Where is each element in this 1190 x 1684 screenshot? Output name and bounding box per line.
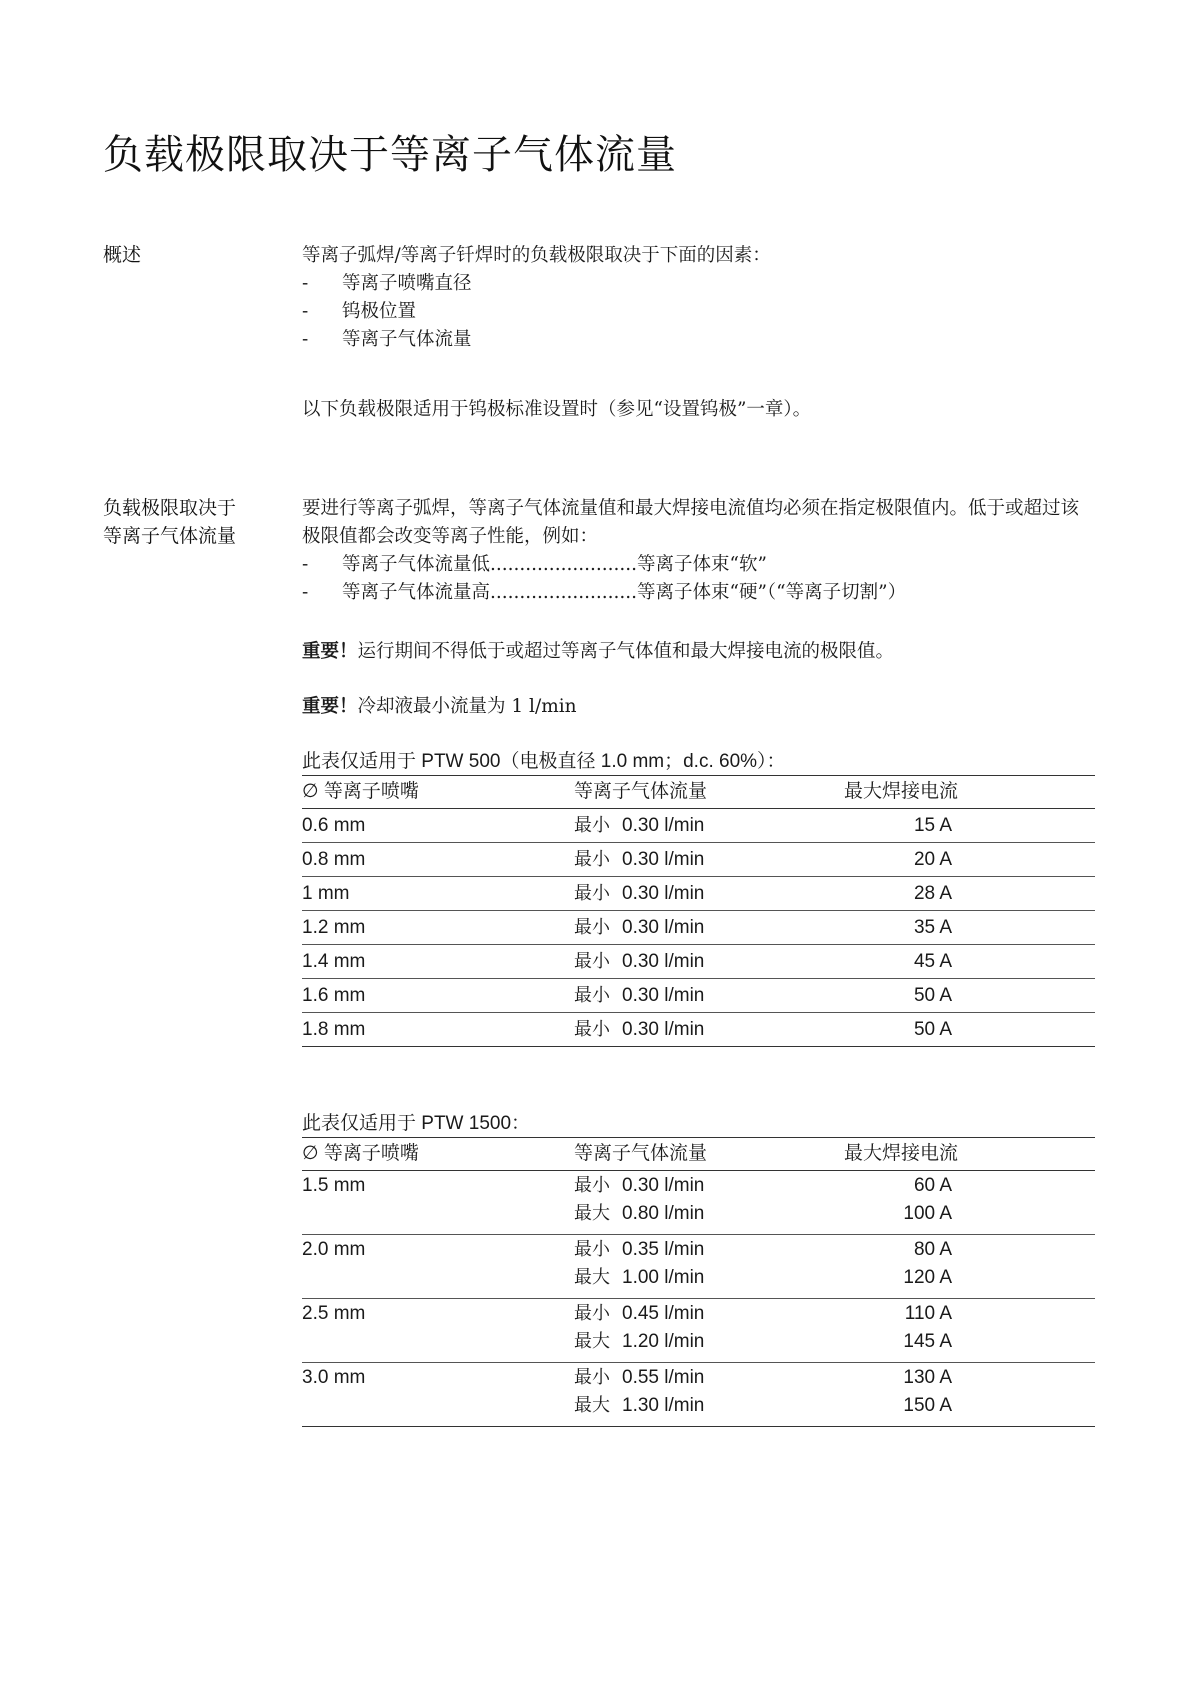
nozzle-cell: 2.5 mm — [302, 1303, 366, 1324]
flow-value: 1.30 l/min — [622, 1395, 705, 1416]
flow-label: 最小 — [574, 1303, 610, 1324]
flow-line — [574, 1172, 832, 1200]
list-item — [302, 579, 1092, 607]
flow-value: 0.55 l/min — [622, 1367, 705, 1388]
dash: - — [302, 554, 309, 575]
overview-label: 概述 — [103, 245, 142, 266]
flow-cell — [574, 843, 832, 877]
flow-label: 最大 — [574, 1395, 610, 1416]
column-header: 等离子气体流量 — [574, 781, 708, 802]
nozzle-cell: 2.0 mm — [302, 1239, 366, 1260]
current-cell: 50 A — [913, 985, 952, 1006]
current-value: 150 A — [903, 1395, 952, 1416]
flow-label: 最小 — [574, 849, 610, 870]
table1-caption: 此表仅适用于 PTW 500（电极直径 1.0 mm；d.c. 60%）： — [302, 751, 786, 772]
overview-note: 以下负载极限适用于钨极标准设置时（参见“设置钨极”一章）。 — [302, 399, 812, 420]
nozzle-cell: 1 mm — [302, 883, 350, 904]
flow-label: 最大 — [574, 1203, 610, 1224]
flow-line — [574, 1300, 832, 1328]
nozzle-cell: 1.2 mm — [302, 917, 366, 938]
table-row — [302, 1235, 1095, 1299]
section2-label-line1: 负载极限取决于 — [103, 498, 237, 519]
flow-line — [574, 1236, 832, 1264]
current-value: 120 A — [903, 1267, 952, 1288]
list-item — [302, 270, 1092, 298]
flow-line — [574, 1328, 832, 1356]
current-cell — [832, 1235, 1095, 1299]
section2-body — [302, 495, 1092, 607]
important-text: 运行期间不得低于或超过等离子气体值和最大焊接电流的极限值。 — [357, 641, 895, 662]
current-cell — [832, 1171, 1095, 1235]
list-item — [302, 298, 1092, 326]
flow-line — [574, 1264, 832, 1292]
current-value: 110 A — [904, 1303, 952, 1324]
list-item-text: 等离子气体流量 — [342, 329, 472, 350]
flow-cell — [574, 1363, 832, 1427]
current-value: 100 A — [903, 1203, 952, 1224]
flow-value: 0.30 l/min — [622, 1175, 705, 1196]
flow-label: 最小 — [574, 917, 610, 938]
list-item — [302, 551, 1092, 579]
nozzle-cell: 1.8 mm — [302, 1019, 366, 1040]
column-header: ∅ 等离子喷嘴 — [302, 1143, 419, 1164]
table2 — [302, 1137, 1095, 1427]
flow-label: 最小 — [574, 985, 610, 1006]
current-value: 60 A — [913, 1175, 952, 1196]
list-item-text: 等离子喷嘴直径 — [342, 273, 472, 294]
nozzle-cell: 3.0 mm — [302, 1367, 366, 1388]
table-row — [302, 1171, 1095, 1235]
current-value: 145 A — [903, 1331, 952, 1352]
flow-value: 0.80 l/min — [622, 1203, 705, 1224]
flow-cell — [574, 877, 832, 911]
flow-cell — [574, 1235, 832, 1299]
flow-value: 0.30 l/min — [622, 951, 705, 972]
table-row — [302, 877, 1095, 911]
important-label: 重要！ — [302, 695, 358, 716]
table-row — [302, 979, 1095, 1013]
flow-cell — [574, 979, 832, 1013]
list-item-text: 等离子气体流量高.........................等离子体束“硬”（“等离子切割”） — [342, 582, 907, 603]
flow-label: 最小 — [574, 1019, 610, 1040]
important-note-1 — [302, 637, 1092, 666]
current-cell — [832, 1299, 1095, 1363]
section2-paragraph: 要进行等离子弧焊，等离子气体流量值和最大焊接电流值均必须在指定极限值内。低于或超过该极限值都会改变等离子性能，例如： — [302, 498, 1080, 547]
flow-label: 最小 — [574, 815, 610, 836]
overview-intro: 等离子弧焊/等离子钎焊时的负载极限取决于下面的因素： — [302, 245, 771, 266]
current-cell: 50 A — [913, 1019, 952, 1040]
list-item — [302, 326, 1092, 354]
flow-label: 最小 — [574, 883, 610, 904]
table-row — [302, 809, 1095, 843]
flow-cell — [574, 1171, 832, 1235]
flow-cell — [574, 1013, 832, 1047]
current-cell: 20 A — [913, 849, 952, 870]
flow-value: 0.30 l/min — [622, 985, 705, 1006]
flow-value: 0.30 l/min — [622, 1019, 705, 1040]
flow-label: 最小 — [574, 951, 610, 972]
flow-value: 1.20 l/min — [622, 1331, 705, 1352]
list-item-text: 钨极位置 — [342, 301, 417, 322]
table-row — [302, 945, 1095, 979]
table-header-row — [302, 1138, 1095, 1171]
important-note-2 — [302, 692, 1092, 721]
page-title: 负载极限取决于等离子气体流量 — [103, 132, 677, 177]
flow-value: 0.30 l/min — [622, 849, 705, 870]
important-label: 重要！ — [302, 640, 358, 661]
table-row — [302, 1299, 1095, 1363]
flow-line — [574, 1392, 832, 1420]
flow-label: 最小 — [574, 1367, 610, 1388]
column-header: 最大焊接电流 — [844, 781, 959, 802]
current-value: 80 A — [913, 1239, 952, 1260]
current-cell: 45 A — [913, 951, 952, 972]
flow-cell — [574, 911, 832, 945]
overview-body — [302, 242, 1092, 354]
table1 — [302, 775, 1095, 1047]
flow-line — [574, 1364, 832, 1392]
nozzle-cell: 0.8 mm — [302, 849, 366, 870]
column-header: 最大焊接电流 — [844, 1143, 959, 1164]
flow-cell — [574, 945, 832, 979]
current-value: 130 A — [903, 1367, 952, 1388]
flow-line — [574, 1200, 832, 1228]
flow-value: 0.30 l/min — [622, 883, 705, 904]
nozzle-cell: 1.5 mm — [302, 1175, 366, 1196]
list-item-text: 等离子气体流量低.........................等离子体束“软” — [342, 554, 767, 575]
flow-value: 0.35 l/min — [622, 1239, 705, 1260]
flow-value: 0.45 l/min — [622, 1303, 705, 1324]
dash: - — [302, 301, 309, 322]
table-row — [302, 843, 1095, 877]
table-row — [302, 1013, 1095, 1047]
nozzle-cell: 0.6 mm — [302, 815, 366, 836]
current-cell — [832, 1363, 1095, 1427]
dash: - — [302, 273, 309, 294]
flow-label: 最大 — [574, 1267, 610, 1288]
dash: - — [302, 329, 309, 350]
flow-label: 最小 — [574, 1175, 610, 1196]
column-header: ∅ 等离子喷嘴 — [302, 781, 419, 802]
current-cell: 28 A — [913, 883, 952, 904]
nozzle-cell: 1.4 mm — [302, 951, 366, 972]
nozzle-cell: 1.6 mm — [302, 985, 366, 1006]
flow-label: 最小 — [574, 1239, 610, 1260]
dash: - — [302, 582, 309, 603]
flow-value: 0.30 l/min — [622, 917, 705, 938]
table-row — [302, 1363, 1095, 1427]
current-cell: 15 A — [913, 815, 952, 836]
flow-value: 0.30 l/min — [622, 815, 705, 836]
flow-cell — [574, 809, 832, 843]
important-text: 冷却液最小流量为 1 l/min — [357, 696, 577, 717]
section2-label-line2: 等离子气体流量 — [103, 526, 237, 547]
flow-label: 最大 — [574, 1331, 610, 1352]
flow-value: 1.00 l/min — [622, 1267, 705, 1288]
column-header: 等离子气体流量 — [574, 1143, 708, 1164]
table-row — [302, 911, 1095, 945]
current-cell: 35 A — [913, 917, 952, 938]
table2-caption: 此表仅适用于 PTW 1500： — [302, 1113, 531, 1134]
table-header-row — [302, 776, 1095, 809]
section2-label — [103, 495, 236, 551]
flow-cell — [574, 1299, 832, 1363]
